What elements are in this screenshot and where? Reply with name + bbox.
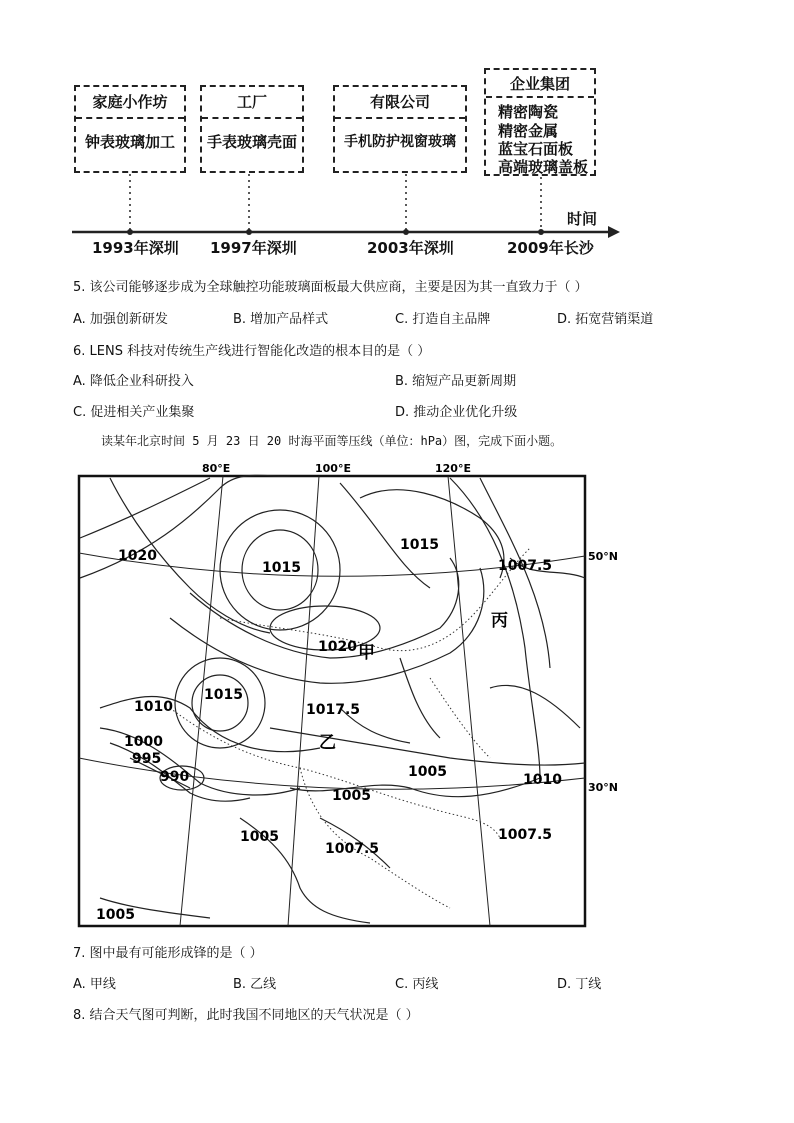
isobar-label: 1010	[523, 772, 562, 788]
isobar-label: 990	[160, 769, 190, 785]
stage-body-3: 手机防护视窗玻璃	[344, 134, 456, 150]
stage-body-4-line-1: 精密陶瓷	[498, 103, 559, 121]
isobar-label: 1005	[96, 907, 135, 923]
stage-body-1: 钟表玻璃加工	[84, 133, 175, 151]
lon-label-80: 80°E	[202, 462, 231, 475]
question-7-option-c[interactable]: C. 丙线	[395, 977, 439, 992]
lon-label-100: 100°E	[315, 462, 351, 475]
isobar-label: 1010	[134, 699, 173, 715]
question-8-stem: 8. 结合天气图可判断，此时我国不同地区的天气状况是（ ）	[73, 1008, 419, 1023]
axis-label: 时间	[567, 210, 598, 228]
isobar-label: 1005	[332, 788, 371, 804]
isobar-label: 1005	[240, 829, 279, 845]
question-5-stem: 5. 该公司能够逐步成为全球触控功能玻璃面板最大供应商，主要是因为其一直致力于（ ）	[73, 280, 588, 295]
stage-body-4-line-4: 高端玻璃盖板	[498, 158, 589, 176]
question-5-option-d[interactable]: D. 拓宽营销渠道	[557, 312, 654, 327]
question-6-option-c[interactable]: C. 促进相关产业集聚	[73, 405, 195, 420]
stage-year-1: 1993年深圳	[92, 239, 179, 257]
stage-title-3: 有限公司	[369, 93, 430, 111]
lat-label-30: 30°N	[588, 781, 619, 794]
question-6-stem: 6. LENS 科技对传统生产线进行智能化改造的根本目的是（ ）	[73, 344, 431, 359]
isobar-map	[70, 458, 630, 930]
isobar-label: 1005	[408, 764, 447, 780]
question-6-option-a[interactable]: A. 降低企业科研投入	[73, 374, 194, 389]
question-5-option-a[interactable]: A. 加强创新研发	[73, 312, 168, 327]
map-intro: 读某年北京时间 5 月 23 日 20 时海平面等压线（单位：hPa）图，完成下面小题。	[101, 434, 563, 448]
isobar-label: 1020	[118, 548, 157, 564]
stage-year-3: 2003年深圳	[367, 239, 454, 257]
isobar-label: 1007.5	[498, 827, 553, 843]
isobar-label: 1015	[400, 537, 439, 553]
timeline-axis	[0, 0, 794, 260]
isobar-label: 1000	[124, 734, 163, 750]
stage-year-2: 1997年深圳	[210, 239, 297, 257]
place-label-bing: 丙	[491, 611, 508, 631]
question-5-option-b[interactable]: B. 增加产品样式	[233, 312, 329, 327]
stage-title-4: 企业集团	[509, 75, 570, 93]
place-label-jia: 甲	[358, 643, 375, 663]
question-7-option-a[interactable]: A. 甲线	[73, 977, 116, 992]
lon-label-120: 120°E	[435, 462, 471, 475]
question-7-option-b[interactable]: B. 乙线	[233, 977, 277, 992]
place-label-yi: 乙	[319, 733, 336, 753]
question-7-stem: 7. 图中最有可能形成锋的是（ ）	[73, 946, 263, 961]
stage-title-1: 家庭小作坊	[92, 93, 168, 111]
question-5-option-c[interactable]: C. 打造自主品牌	[395, 312, 491, 327]
isobar-label: 1015	[204, 687, 243, 703]
stage-title-2: 工厂	[236, 93, 267, 111]
lat-label-50: 50°N	[588, 550, 619, 563]
question-6-option-d[interactable]: D. 推动企业优化升级	[395, 405, 518, 420]
isobar-label: 1007.5	[498, 558, 553, 574]
stage-body-4-line-3: 蓝宝石面板	[498, 140, 574, 158]
isobar-label: 1020	[318, 639, 357, 655]
question-6-option-b[interactable]: B. 缩短产品更新周期	[395, 374, 517, 389]
isobar-label: 1017.5	[306, 702, 361, 718]
stage-year-4: 2009年长沙	[507, 239, 594, 257]
isobar-map-svg	[70, 458, 630, 930]
question-7-option-d[interactable]: D. 丁线	[557, 977, 602, 992]
stage-body-4-line-2: 精密金属	[498, 122, 559, 140]
isobar-label: 995	[132, 751, 162, 767]
isobar-label: 1015	[262, 560, 301, 576]
isobar-label: 1007.5	[325, 841, 380, 857]
stage-body-2: 手表玻璃壳面	[206, 133, 297, 151]
